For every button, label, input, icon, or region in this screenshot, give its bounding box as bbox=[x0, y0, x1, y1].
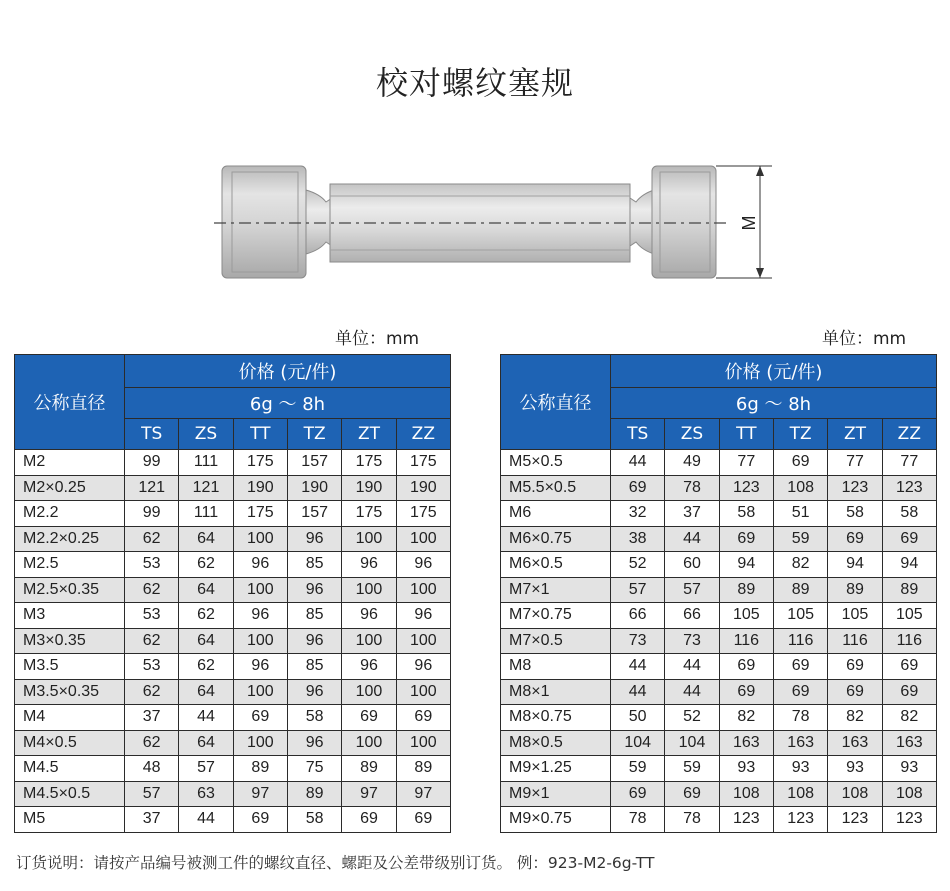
table-row bbox=[15, 577, 451, 603]
header-zs: ZS bbox=[665, 419, 719, 450]
table-row bbox=[15, 781, 451, 807]
row-price-cell: 64 bbox=[179, 577, 233, 603]
row-price-cell: 75 bbox=[287, 756, 341, 782]
row-nominal-diameter: M4.5 bbox=[15, 756, 125, 782]
row-price-cell: 96 bbox=[287, 577, 341, 603]
row-price-cell: 69 bbox=[396, 807, 450, 833]
row-price-cell: 57 bbox=[611, 577, 665, 603]
row-price-cell: 190 bbox=[342, 475, 396, 501]
header-ts: TS bbox=[611, 419, 665, 450]
row-price-cell: 53 bbox=[125, 552, 179, 578]
row-price-cell: 96 bbox=[233, 654, 287, 680]
header-zz: ZZ bbox=[882, 419, 936, 450]
row-price-cell: 44 bbox=[611, 679, 665, 705]
header-zs: ZS bbox=[179, 419, 233, 450]
row-price-cell: 100 bbox=[233, 679, 287, 705]
row-price-cell: 93 bbox=[719, 756, 773, 782]
row-price-cell: 96 bbox=[342, 603, 396, 629]
row-nominal-diameter: M6×0.75 bbox=[501, 526, 611, 552]
row-price-cell: 53 bbox=[125, 603, 179, 629]
row-nominal-diameter: M7×1 bbox=[501, 577, 611, 603]
row-price-cell: 100 bbox=[342, 628, 396, 654]
row-price-cell: 89 bbox=[828, 577, 882, 603]
row-price-cell: 69 bbox=[233, 705, 287, 731]
row-price-cell: 69 bbox=[828, 526, 882, 552]
row-price-cell: 96 bbox=[233, 552, 287, 578]
row-price-cell: 96 bbox=[287, 730, 341, 756]
unit-label-right: 单位：mm bbox=[822, 329, 907, 349]
row-price-cell: 104 bbox=[665, 730, 719, 756]
row-price-cell: 62 bbox=[125, 577, 179, 603]
row-price-cell: 66 bbox=[665, 603, 719, 629]
table-row bbox=[15, 628, 451, 654]
row-price-cell: 105 bbox=[882, 603, 936, 629]
row-price-cell: 59 bbox=[665, 756, 719, 782]
row-price-cell: 69 bbox=[611, 475, 665, 501]
row-price-cell: 108 bbox=[719, 781, 773, 807]
row-price-cell: 100 bbox=[342, 577, 396, 603]
row-nominal-diameter: M4 bbox=[15, 705, 125, 731]
row-nominal-diameter: M5×0.5 bbox=[501, 450, 611, 476]
row-nominal-diameter: M9×0.75 bbox=[501, 807, 611, 833]
row-nominal-diameter: M2.2×0.25 bbox=[15, 526, 125, 552]
table-row bbox=[15, 807, 451, 833]
row-price-cell: 96 bbox=[396, 654, 450, 680]
row-price-cell: 69 bbox=[396, 705, 450, 731]
row-price-cell: 175 bbox=[233, 450, 287, 476]
price-table-right-body bbox=[501, 450, 937, 833]
row-price-cell: 69 bbox=[828, 654, 882, 680]
row-price-cell: 96 bbox=[342, 654, 396, 680]
row-price-cell: 93 bbox=[828, 756, 882, 782]
row-price-cell: 99 bbox=[125, 501, 179, 527]
table-row bbox=[501, 756, 937, 782]
row-price-cell: 44 bbox=[665, 526, 719, 552]
header-zz: ZZ bbox=[396, 419, 450, 450]
plug-gauge-drawing bbox=[210, 150, 790, 300]
row-nominal-diameter: M7×0.75 bbox=[501, 603, 611, 629]
row-price-cell: 163 bbox=[773, 730, 827, 756]
row-price-cell: 57 bbox=[125, 781, 179, 807]
row-price-cell: 123 bbox=[882, 475, 936, 501]
row-price-cell: 190 bbox=[396, 475, 450, 501]
row-price-cell: 48 bbox=[125, 756, 179, 782]
table-row bbox=[15, 603, 451, 629]
row-price-cell: 100 bbox=[342, 730, 396, 756]
row-price-cell: 69 bbox=[773, 654, 827, 680]
table-row bbox=[15, 654, 451, 680]
row-price-cell: 123 bbox=[828, 475, 882, 501]
row-nominal-diameter: M6×0.5 bbox=[501, 552, 611, 578]
row-price-cell: 73 bbox=[665, 628, 719, 654]
header-tz: TZ bbox=[287, 419, 341, 450]
table-row bbox=[15, 730, 451, 756]
row-price-cell: 32 bbox=[611, 501, 665, 527]
row-price-cell: 96 bbox=[342, 552, 396, 578]
row-price-cell: 157 bbox=[287, 501, 341, 527]
row-price-cell: 69 bbox=[719, 679, 773, 705]
header-tt: TT bbox=[233, 419, 287, 450]
row-price-cell: 175 bbox=[396, 450, 450, 476]
row-price-cell: 69 bbox=[233, 807, 287, 833]
row-price-cell: 62 bbox=[179, 603, 233, 629]
header-tolerance: 6g ～ 8h bbox=[611, 388, 937, 419]
row-price-cell: 190 bbox=[287, 475, 341, 501]
row-price-cell: 69 bbox=[882, 526, 936, 552]
row-price-cell: 123 bbox=[882, 807, 936, 833]
row-price-cell: 157 bbox=[287, 450, 341, 476]
dimension-label: M bbox=[738, 215, 759, 231]
row-nominal-diameter: M2.2 bbox=[15, 501, 125, 527]
row-nominal-diameter: M5.5×0.5 bbox=[501, 475, 611, 501]
row-nominal-diameter: M8×0.75 bbox=[501, 705, 611, 731]
row-price-cell: 50 bbox=[611, 705, 665, 731]
row-price-cell: 105 bbox=[719, 603, 773, 629]
row-nominal-diameter: M9×1 bbox=[501, 781, 611, 807]
row-price-cell: 52 bbox=[611, 552, 665, 578]
row-price-cell: 94 bbox=[719, 552, 773, 578]
row-price-cell: 69 bbox=[882, 654, 936, 680]
table-row bbox=[501, 781, 937, 807]
order-note: 订货说明：请按产品编号被测工件的螺纹直径、螺距及公差带级别订货。 例：923-M2-6g-TT bbox=[16, 854, 655, 872]
price-table-right bbox=[500, 354, 937, 833]
header-price: 价格 (元/件) bbox=[611, 355, 937, 388]
row-nominal-diameter: M3.5 bbox=[15, 654, 125, 680]
row-nominal-diameter: M3.5×0.35 bbox=[15, 679, 125, 705]
row-price-cell: 77 bbox=[828, 450, 882, 476]
row-price-cell: 59 bbox=[611, 756, 665, 782]
row-nominal-diameter: M2.5×0.35 bbox=[15, 577, 125, 603]
row-price-cell: 89 bbox=[773, 577, 827, 603]
row-price-cell: 77 bbox=[882, 450, 936, 476]
row-price-cell: 37 bbox=[125, 705, 179, 731]
header-zt: ZT bbox=[342, 419, 396, 450]
row-price-cell: 100 bbox=[233, 526, 287, 552]
row-price-cell: 123 bbox=[719, 475, 773, 501]
row-price-cell: 69 bbox=[342, 807, 396, 833]
row-nominal-diameter: M2×0.25 bbox=[15, 475, 125, 501]
row-price-cell: 59 bbox=[773, 526, 827, 552]
row-price-cell: 62 bbox=[125, 628, 179, 654]
row-price-cell: 82 bbox=[882, 705, 936, 731]
table-row bbox=[501, 552, 937, 578]
diameter-dimension bbox=[716, 166, 772, 278]
table-row bbox=[501, 705, 937, 731]
row-price-cell: 175 bbox=[396, 501, 450, 527]
table-row bbox=[501, 807, 937, 833]
table-row bbox=[501, 603, 937, 629]
row-price-cell: 108 bbox=[882, 781, 936, 807]
row-price-cell: 69 bbox=[665, 781, 719, 807]
row-price-cell: 108 bbox=[773, 475, 827, 501]
table-row bbox=[15, 552, 451, 578]
row-price-cell: 69 bbox=[719, 526, 773, 552]
row-price-cell: 85 bbox=[287, 654, 341, 680]
row-price-cell: 73 bbox=[611, 628, 665, 654]
row-price-cell: 116 bbox=[773, 628, 827, 654]
row-price-cell: 105 bbox=[828, 603, 882, 629]
row-price-cell: 62 bbox=[125, 679, 179, 705]
row-price-cell: 123 bbox=[773, 807, 827, 833]
row-price-cell: 100 bbox=[342, 526, 396, 552]
row-price-cell: 64 bbox=[179, 526, 233, 552]
table-row bbox=[501, 730, 937, 756]
row-price-cell: 52 bbox=[665, 705, 719, 731]
row-nominal-diameter: M4.5×0.5 bbox=[15, 781, 125, 807]
row-price-cell: 63 bbox=[179, 781, 233, 807]
row-price-cell: 82 bbox=[719, 705, 773, 731]
row-price-cell: 104 bbox=[611, 730, 665, 756]
header-nominal-diameter: 公称直径 bbox=[501, 355, 611, 450]
row-price-cell: 44 bbox=[611, 450, 665, 476]
row-price-cell: 77 bbox=[719, 450, 773, 476]
row-price-cell: 53 bbox=[125, 654, 179, 680]
table-row bbox=[15, 705, 451, 731]
table-row bbox=[15, 501, 451, 527]
row-price-cell: 100 bbox=[233, 628, 287, 654]
row-price-cell: 97 bbox=[233, 781, 287, 807]
table-row bbox=[501, 450, 937, 476]
header-ts: TS bbox=[125, 419, 179, 450]
unit-label-left: 单位：mm bbox=[335, 329, 420, 349]
row-nominal-diameter: M8 bbox=[501, 654, 611, 680]
row-price-cell: 78 bbox=[665, 475, 719, 501]
row-price-cell: 116 bbox=[719, 628, 773, 654]
row-price-cell: 111 bbox=[179, 450, 233, 476]
row-nominal-diameter: M8×1 bbox=[501, 679, 611, 705]
row-price-cell: 66 bbox=[611, 603, 665, 629]
row-price-cell: 69 bbox=[342, 705, 396, 731]
row-price-cell: 38 bbox=[611, 526, 665, 552]
row-price-cell: 111 bbox=[179, 501, 233, 527]
row-price-cell: 37 bbox=[125, 807, 179, 833]
row-price-cell: 89 bbox=[287, 781, 341, 807]
row-price-cell: 57 bbox=[179, 756, 233, 782]
row-price-cell: 100 bbox=[233, 730, 287, 756]
row-price-cell: 123 bbox=[828, 807, 882, 833]
row-price-cell: 100 bbox=[342, 679, 396, 705]
price-table-left-body bbox=[15, 450, 451, 833]
row-nominal-diameter: M2 bbox=[15, 450, 125, 476]
row-price-cell: 51 bbox=[773, 501, 827, 527]
row-price-cell: 175 bbox=[233, 501, 287, 527]
row-price-cell: 96 bbox=[287, 628, 341, 654]
row-price-cell: 175 bbox=[342, 501, 396, 527]
row-price-cell: 78 bbox=[665, 807, 719, 833]
row-nominal-diameter: M3×0.35 bbox=[15, 628, 125, 654]
row-price-cell: 44 bbox=[665, 654, 719, 680]
left-thread-head bbox=[222, 166, 306, 278]
row-price-cell: 100 bbox=[396, 628, 450, 654]
row-price-cell: 62 bbox=[179, 552, 233, 578]
row-price-cell: 57 bbox=[665, 577, 719, 603]
row-price-cell: 44 bbox=[179, 807, 233, 833]
row-price-cell: 89 bbox=[882, 577, 936, 603]
header-tolerance: 6g ～ 8h bbox=[125, 388, 451, 419]
row-price-cell: 96 bbox=[287, 526, 341, 552]
header-zt: ZT bbox=[828, 419, 882, 450]
row-price-cell: 37 bbox=[665, 501, 719, 527]
page-title: 校对螺纹塞规 bbox=[375, 64, 574, 102]
row-price-cell: 163 bbox=[882, 730, 936, 756]
table-row bbox=[501, 577, 937, 603]
row-price-cell: 58 bbox=[828, 501, 882, 527]
row-price-cell: 100 bbox=[233, 577, 287, 603]
row-price-cell: 163 bbox=[828, 730, 882, 756]
row-price-cell: 94 bbox=[828, 552, 882, 578]
row-nominal-diameter: M7×0.5 bbox=[501, 628, 611, 654]
row-price-cell: 121 bbox=[179, 475, 233, 501]
table-row bbox=[15, 450, 451, 476]
row-price-cell: 100 bbox=[396, 526, 450, 552]
row-price-cell: 100 bbox=[396, 577, 450, 603]
table-row bbox=[501, 654, 937, 680]
row-price-cell: 108 bbox=[773, 781, 827, 807]
row-price-cell: 190 bbox=[233, 475, 287, 501]
row-nominal-diameter: M3 bbox=[15, 603, 125, 629]
row-price-cell: 108 bbox=[828, 781, 882, 807]
header-nominal-diameter: 公称直径 bbox=[15, 355, 125, 450]
row-price-cell: 78 bbox=[773, 705, 827, 731]
row-price-cell: 69 bbox=[882, 679, 936, 705]
row-price-cell: 64 bbox=[179, 628, 233, 654]
row-price-cell: 121 bbox=[125, 475, 179, 501]
row-price-cell: 116 bbox=[828, 628, 882, 654]
row-price-cell: 100 bbox=[396, 679, 450, 705]
row-price-cell: 62 bbox=[125, 730, 179, 756]
row-price-cell: 94 bbox=[882, 552, 936, 578]
row-price-cell: 82 bbox=[828, 705, 882, 731]
row-price-cell: 99 bbox=[125, 450, 179, 476]
row-price-cell: 69 bbox=[719, 654, 773, 680]
row-price-cell: 78 bbox=[611, 807, 665, 833]
row-price-cell: 64 bbox=[179, 730, 233, 756]
table-row bbox=[501, 526, 937, 552]
row-price-cell: 60 bbox=[665, 552, 719, 578]
price-table-left bbox=[14, 354, 451, 833]
row-price-cell: 89 bbox=[719, 577, 773, 603]
row-price-cell: 64 bbox=[179, 679, 233, 705]
row-price-cell: 58 bbox=[719, 501, 773, 527]
row-price-cell: 58 bbox=[882, 501, 936, 527]
table-row bbox=[15, 756, 451, 782]
row-price-cell: 100 bbox=[396, 730, 450, 756]
row-nominal-diameter: M2.5 bbox=[15, 552, 125, 578]
row-price-cell: 85 bbox=[287, 603, 341, 629]
row-price-cell: 93 bbox=[773, 756, 827, 782]
row-nominal-diameter: M6 bbox=[501, 501, 611, 527]
row-price-cell: 82 bbox=[773, 552, 827, 578]
row-price-cell: 44 bbox=[665, 679, 719, 705]
table-row bbox=[15, 679, 451, 705]
row-price-cell: 116 bbox=[882, 628, 936, 654]
row-price-cell: 49 bbox=[665, 450, 719, 476]
row-price-cell: 69 bbox=[773, 679, 827, 705]
row-nominal-diameter: M5 bbox=[15, 807, 125, 833]
table-row bbox=[501, 475, 937, 501]
row-price-cell: 62 bbox=[125, 526, 179, 552]
row-nominal-diameter: M4×0.5 bbox=[15, 730, 125, 756]
row-price-cell: 44 bbox=[611, 654, 665, 680]
row-price-cell: 62 bbox=[179, 654, 233, 680]
row-price-cell: 97 bbox=[342, 781, 396, 807]
row-nominal-diameter: M9×1.25 bbox=[501, 756, 611, 782]
table-row bbox=[501, 628, 937, 654]
row-price-cell: 89 bbox=[233, 756, 287, 782]
row-price-cell: 96 bbox=[233, 603, 287, 629]
row-price-cell: 69 bbox=[773, 450, 827, 476]
row-nominal-diameter: M8×0.5 bbox=[501, 730, 611, 756]
row-price-cell: 96 bbox=[396, 552, 450, 578]
row-price-cell: 123 bbox=[719, 807, 773, 833]
header-price: 价格 (元/件) bbox=[125, 355, 451, 388]
row-price-cell: 58 bbox=[287, 807, 341, 833]
row-price-cell: 44 bbox=[179, 705, 233, 731]
header-tt: TT bbox=[719, 419, 773, 450]
row-price-cell: 58 bbox=[287, 705, 341, 731]
row-price-cell: 89 bbox=[342, 756, 396, 782]
table-row bbox=[15, 475, 451, 501]
row-price-cell: 163 bbox=[719, 730, 773, 756]
row-price-cell: 96 bbox=[287, 679, 341, 705]
row-price-cell: 96 bbox=[396, 603, 450, 629]
row-price-cell: 69 bbox=[828, 679, 882, 705]
row-price-cell: 93 bbox=[882, 756, 936, 782]
row-price-cell: 175 bbox=[342, 450, 396, 476]
header-tz: TZ bbox=[773, 419, 827, 450]
row-price-cell: 85 bbox=[287, 552, 341, 578]
right-thread-head bbox=[652, 166, 716, 278]
row-price-cell: 89 bbox=[396, 756, 450, 782]
table-row bbox=[501, 501, 937, 527]
row-price-cell: 105 bbox=[773, 603, 827, 629]
row-price-cell: 69 bbox=[611, 781, 665, 807]
table-row bbox=[15, 526, 451, 552]
table-row bbox=[501, 679, 937, 705]
row-price-cell: 97 bbox=[396, 781, 450, 807]
